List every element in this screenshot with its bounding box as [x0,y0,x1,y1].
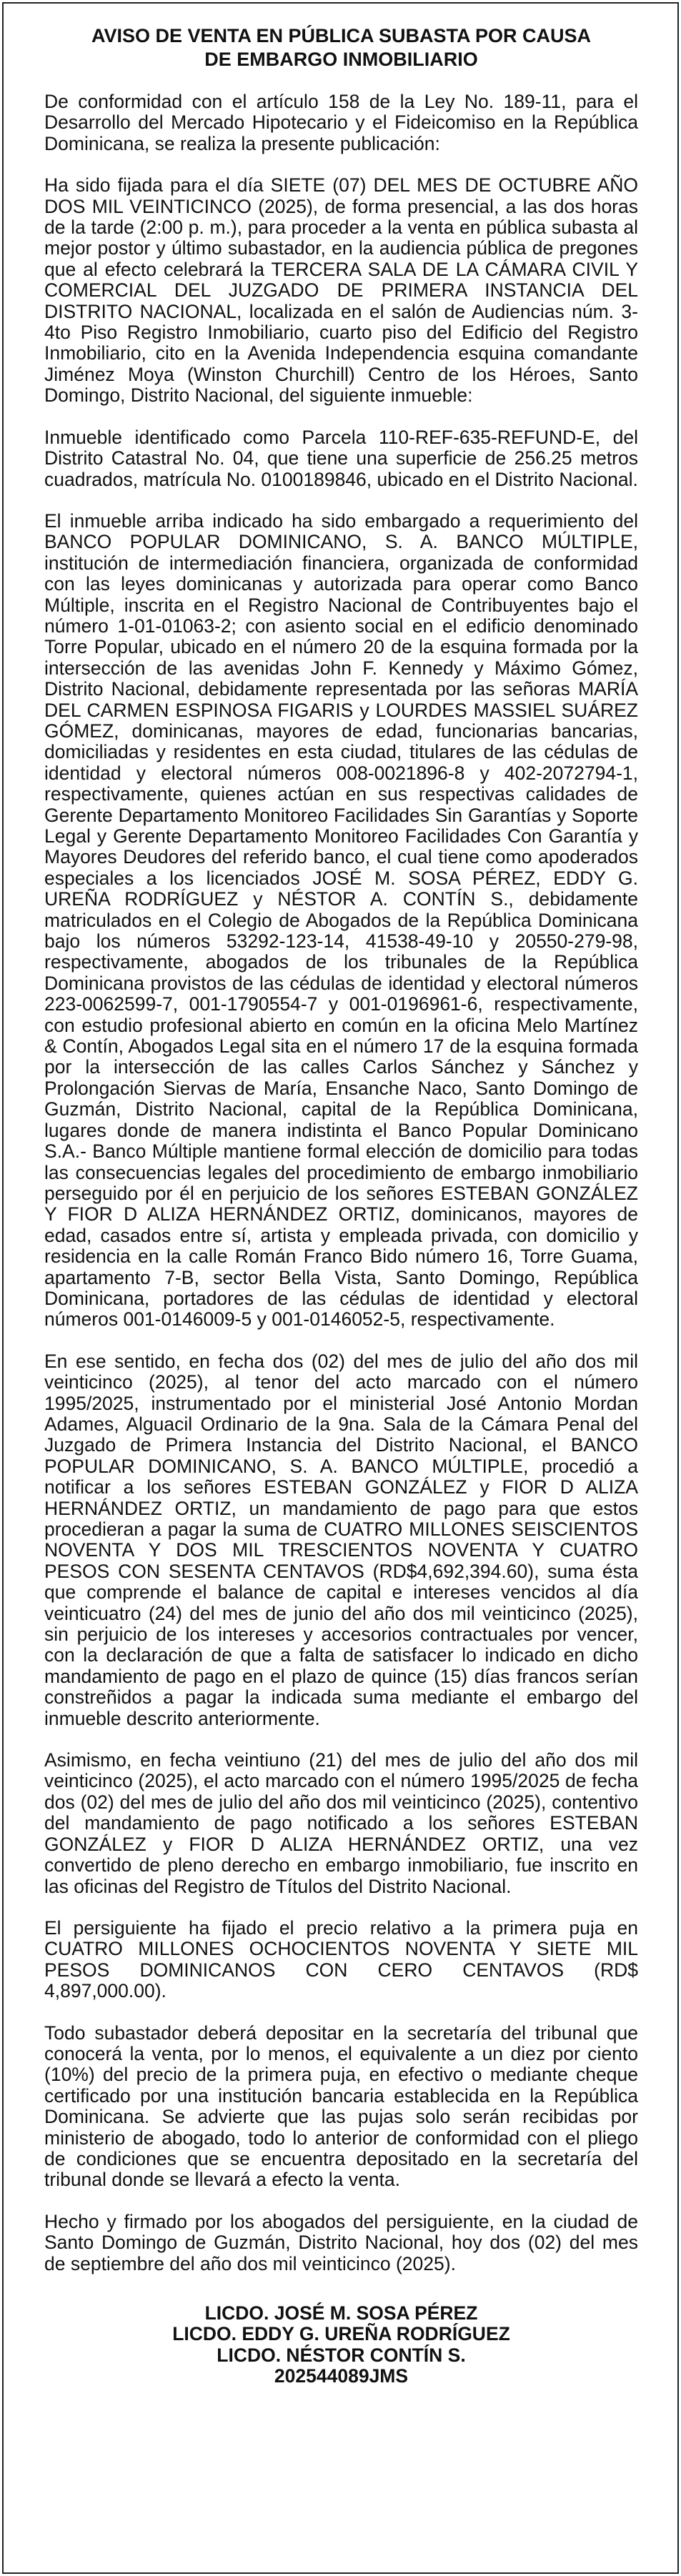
legal-basis-paragraph: De conformidad con el artículo 158 de la Ley No. 189-11, para el Desarrollo del Mercado Hipotecario y el Fideicomiso en la República Dominicana, se realiza la presente publicación: [44,91,638,154]
property-description-paragraph: Inmueble identificado como Parcela 110-REF-635-REFUND-E, del Distrito Catastral No. 04, que tiene una superficie de 256.25 metros cuadrados, matrícula No. 0100189846, ubicado en el Distrito Nacional. [44,426,638,490]
notice-title [44,24,638,71]
notice-title-line-2: DE EMBARGO INMOBILIARIO [204,49,478,70]
signature-line-contin: LICDO. NÉSTOR CONTÍN S. [217,2344,466,2366]
signature-line-sosa: LICDO. JOSÉ M. SOSA PÉREZ [204,2302,478,2324]
signature-block [44,2303,638,2387]
registration-paragraph: Asimismo, en fecha veintiuno (21) del mes de julio del año dos mil veinticinco (2025), el acto marcado con el número 1995/2025 de fecha dos (02) del mes de julio del año dos mil veinticinco (2025), contentivo del mandamiento de pago notificado a los señores ESTEBAN GONZÁLEZ y FIOR D ALIZA HERNÁNDEZ ORTIZ, una vez convertido de pleno derecho en embargo inmobiliario, fue inscrito en las oficinas del Registro de Títulos del Distrito Nacional. [44,1749,638,1897]
publication-code: 202544089JMS [274,2365,409,2387]
signing-place-date-paragraph: Hecho y firmado por los abogados del persiguiente, en la ciudad de Santo Domingo de Guzmán, Distrito Nacional, hoy dos (02) del mes de septiembre del año dos mil veinticinco (2025). [44,2210,638,2274]
auction-date-paragraph: Ha sido fijada para el día SIETE (07) DEL MES DE OCTUBRE AÑO DOS MIL VEINTICINCO (2025), de forma presencial, a las dos horas de la tarde (2:00 p. m.), para proceder a la venta en pública subasta al mejor postor y último subastador, en la audiencia pública de pregones que al efecto celebrará la TERCERA SALA DE LA CÁMARA CIVIL Y COMERCIAL DEL JUZGADO DE PRIMERA INSTANCIA DEL DISTRITO NACIONAL, localizada en el salón de Audiencias núm. 3-4to Piso Registro Inmobiliario, cuarto piso del Edificio del Registro Inmobiliario, cito en la Avenida Independencia esquina comandante Jiménez Moya (Winston Churchill) Centro de los Héroes, Santo Domingo, Distrito Nacional, del siguiente inmueble: [44,174,638,407]
seizing-party-paragraph: El inmueble arriba indicado ha sido embargado a requerimiento del BANCO POPULAR DOMINICANO, S. A. BANCO MÚLTIPLE, institución de intermediación financiera, organizada de conformidad con las leyes dominicanas y autorizada para operar como Banco Múltiple, inscrita en el Registro Nacional de Contribuyentes bajo el número 1-01-01063-2; con asiento social en el edificio denominado Torre Popular, ubicado en el número 20 de la esquina formada por la intersección de las avenidas John F. Kennedy y Máximo Gómez, Distrito Nacional, debidamente representada por las señoras MARÍA DEL CARMEN ESPINOSA FIGARIS y LOURDES MASSIEL SUÁREZ GÓMEZ, dominicanas, mayores de edad, funcionarias bancarias, domiciliadas y residentes en esta ciudad, titulares de las cédulas de identidad y electoral números 008-0021896-8 y 402-2072794-1, respectivamente, quienes actúan en sus respectivas calidades de Gerente Departamento Monitoreo Facilidades Sin Garantías y Soporte Legal y Gerente Departamento Monitoreo Facilidades Con Garantía y Mayores Deudores del referido banco, el cual tiene como apoderados especiales a los licenciados JOSÉ M. SOSA PÉREZ, EDDY G. UREÑA RODRÍGUEZ y NÉSTOR A. CONTÍN S., debidamente matriculados en el Colegio de Abogados de la República Dominicana bajo los números 53292-123-14, 41538-49-10 y 20550-279-98, respectivamente, abogados de los tribunales de la República Dominicana provistos de las cédulas de identidad y electoral números 223-0062599-7, 001-1790554-7 y 001-0196961-6, respectivamente, con estudio profesional abierto en común en la oficina Melo Martínez & Contín, Abogados Legal sita en el número 17 de la esquina formada por la intersección de las calles Carlos Sánchez y Sánchez y Prolongación Siervas de María, Ensanche Naco, Santo Domingo de Guzmán, Distrito Nacional, capital de la República Dominicana, lugares donde de manera indistinta el Banco Popular Dominicano S.A.- Banco Múltiple mantiene formal elección de domicilio para todas las consecuencias legales del procedimiento de embargo inmobiliario perseguido por él en perjuicio de los señores ESTEBAN GONZÁLEZ Y FIOR D ALIZA HERNÁNDEZ ORTIZ, dominicanos, mayores de edad, casados entre sí, artista y empleada privada, con domicilio y residencia en la calle Román Franco Bido número 16, Torre Guama, apartamento 7-B, sector Bella Vista, Santo Domingo, República Dominicana, portadores de las cédulas de identidad y electoral números 001-0146009-5 y 001-0146052-5, respectivamente. [44,509,638,1331]
first-bid-price-paragraph: El persiguiente ha fijado el precio relativo a la primera puja en CUATRO MILLONES OCHOCIENTOS NOVENTA Y SIETE MIL PESOS DOMINICANOS CON CERO CENTAVOS (RD$ 4,897,000.00). [44,1916,638,2002]
deposit-requirement-paragraph: Todo subastador deberá depositar en la secretaría del tribunal que conocerá la venta, por lo menos, el equivalente a un diez por ciento (10%) del precio de la primera puja, en efectivo o mediante cheque certificado por una institución bancaria establecida en la República Dominicana. Se advierte que las pujas solo serán recibidas por ministerio de abogado, todo lo anterior de conformidad con el pliego de condiciones que se encuentra depositado en la secretaría del tribunal donde se llevará a efecto la venta. [44,2021,638,2191]
notice-title-line-1: AVISO DE VENTA EN PÚBLICA SUBASTA POR CAUSA [91,25,592,46]
payment-demand-paragraph: En ese sentido, en fecha dos (02) del mes de julio del año dos mil veinticinco (2025), al tenor del acto marcado con el número 1995/2025, instrumentado por el ministerial José Antonio Mordan Adames, Alguacil Ordinario de la 9na. Sala de la Cámara Penal del Juzgado de Primera Instancia del Distrito Nacional, el BANCO POPULAR DOMINICANO, S. A. BANCO MÚLTIPLE, procedió a notificar a los señores ESTEBAN GONZÁLEZ y FIOR D ALIZA HERNÁNDEZ ORTIZ, un mandamiento de pago para que estos procedieran a pagar la suma de CUATRO MILLONES SEISCIENTOS NOVENTA Y DOS MIL TRESCIENTOS NOVENTA Y CUATRO PESOS CON SESENTA CENTAVOS (RD$4,692,394.60), suma ésta que comprende el balance de capital e intereses vencidos al día veinticuatro (24) del mes de junio del año dos mil veinticinco (2025), sin perjuicio de los intereses y accesorios contractuales por vencer, con la declaración de que a falta de satisfacer lo indicado en dicho mandamiento de pago en el plazo de quince (15) días francos serían constreñidos a pagar la indicada suma mediante el embargo del inmueble descrito anteriormente. [44,1350,638,1729]
signature-line-urena: LICDO. EDDY G. UREÑA RODRÍGUEZ [172,2323,510,2345]
